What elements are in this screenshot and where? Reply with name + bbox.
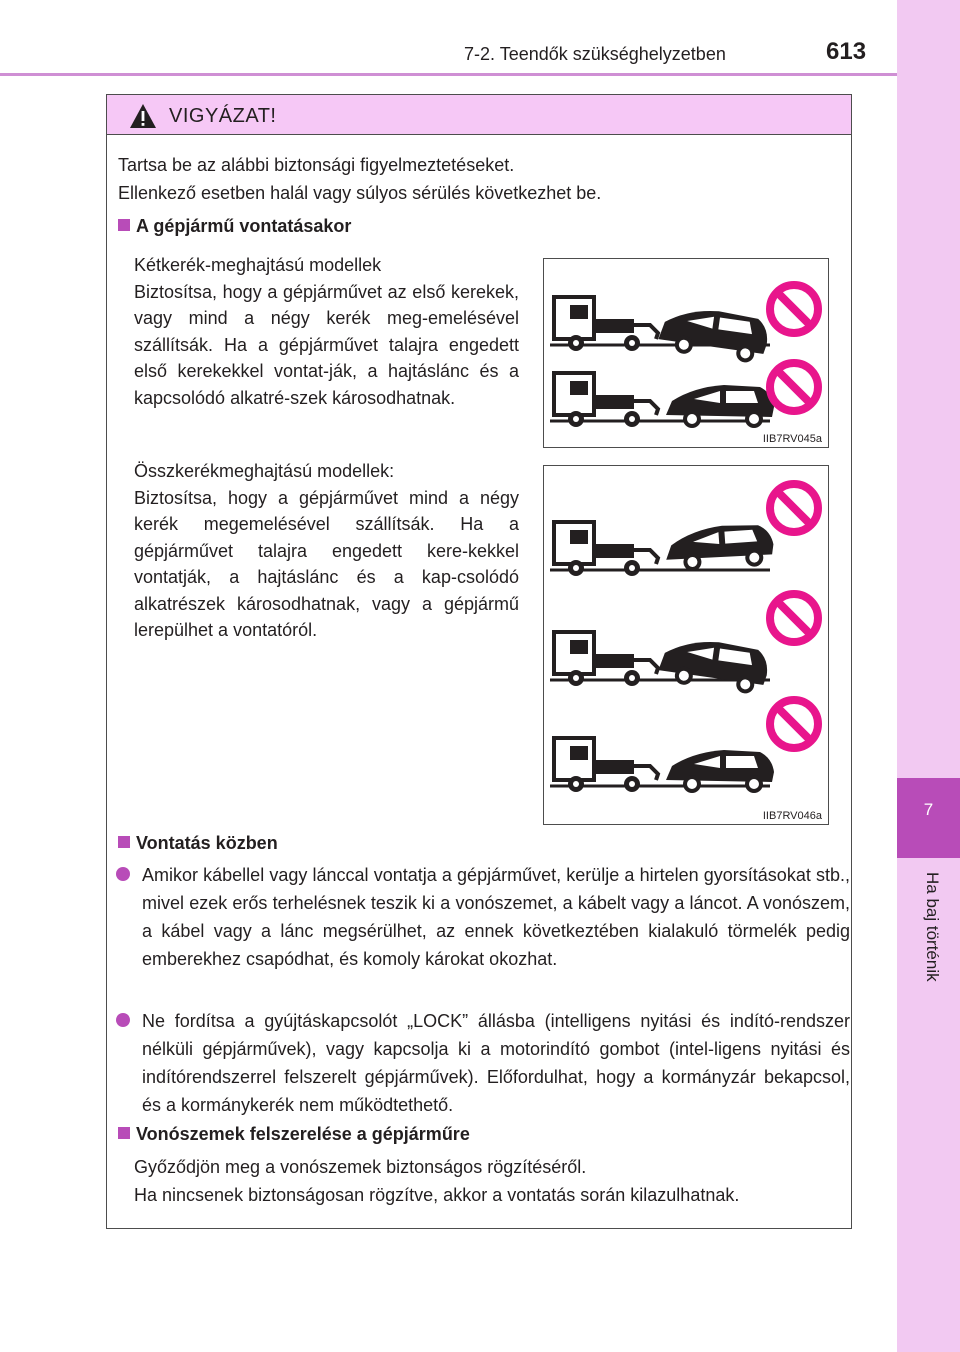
bullet-text: Amikor kábellel vagy lánccal vontatja a gépjárművet, kerülje a hirtelen gyorsításokat stb., mivel ezek erős terhelésnek teszik ki a vonószemet, a kábelt vagy a láncot. A vonószem, a kábel vagy a lánc megsérülhet, az ennek következtében kialakuló törmelék pedig emberekhez csapódhat, és komoly károkat okozhat. bbox=[142, 865, 850, 969]
square-bullet-icon bbox=[118, 219, 130, 231]
towing-illustration-4wd bbox=[544, 466, 830, 826]
lifted-car-icon bbox=[657, 304, 770, 366]
warning-header bbox=[107, 95, 851, 135]
while-towing-heading-text: Vontatás közben bbox=[136, 833, 278, 853]
chapter-number-tab[interactable]: 7 bbox=[897, 778, 960, 858]
square-bullet-icon bbox=[118, 1127, 130, 1139]
prohibited-sign-icon bbox=[770, 484, 818, 532]
intro-line-1: Tartsa be az alábbi biztonsági figyelmeztetéseket. bbox=[118, 155, 515, 175]
header-divider bbox=[0, 73, 897, 76]
towing-heading-text: A gépjármű vontatásakor bbox=[136, 216, 352, 236]
two-wd-text: Biztosítsa, hogy a gépjárművet az első kerekek, vagy mind a négy kerék meg-emelésével szállítsák. Ha a gépjárművet talajra engedett első kerekekkel vontat-ják, a hajtáslánc és a kapcsolódó alkatré-szek károsodhatnak. bbox=[134, 281, 519, 408]
while-towing-bullet-1 bbox=[116, 861, 850, 973]
page-number: 613 bbox=[826, 38, 867, 65]
warning-triangle-icon bbox=[129, 103, 157, 129]
hook-line-1: Győződjön meg a vonószemek biztonságos rögzítéséről. bbox=[134, 1157, 587, 1177]
towing-illustration-2wd bbox=[544, 259, 830, 449]
prohibited-sign-icon bbox=[770, 700, 818, 748]
two-wd-paragraph bbox=[134, 252, 519, 411]
round-bullet-icon bbox=[116, 867, 130, 881]
four-wd-title: Összkerékmeghajtású modellek: bbox=[134, 461, 395, 481]
prohibited-sign-icon bbox=[770, 594, 818, 642]
hook-text bbox=[134, 1153, 850, 1209]
four-wd-paragraph bbox=[134, 458, 519, 644]
prohibited-sign-icon bbox=[770, 363, 818, 411]
figure-code: IIB7RV045a bbox=[762, 433, 822, 445]
warning-intro bbox=[118, 151, 848, 207]
chapter-tab-strip bbox=[897, 0, 960, 1352]
two-wd-title: Kétkerék-meghajtású modellek bbox=[134, 255, 382, 275]
square-bullet-icon bbox=[118, 836, 130, 848]
section-title: 7-2. Teendők szükséghelyzetben bbox=[464, 44, 726, 64]
hook-line-2: Ha nincsenek biztonságosan rögzítve, akkor a vontatás során kilazulhatnak. bbox=[134, 1185, 740, 1205]
towing-heading bbox=[118, 216, 351, 237]
warning-box bbox=[106, 94, 852, 1229]
figure-code: IIB7RV046a bbox=[762, 810, 822, 822]
figure-4wd-towing bbox=[543, 465, 829, 825]
hook-heading bbox=[118, 1124, 470, 1145]
bullet-text: Ne fordítsa a gyújtáskapcsolót „LOCK” állásba (intelligens nyitási és indító-rendszer nélküli gépjárművek), vagy kapcsolja ki a motorindító gombot (intel-ligens nyitási és indítórendszerrel felszerelt gépjárművek). Előfordulhat, hogy a kormányzár bekapcsol, és a kormánykerék nem működtethető. bbox=[142, 1011, 850, 1115]
figure-2wd-towing bbox=[543, 258, 829, 448]
hook-heading-text: Vonószemek felszerelése a gépjárműre bbox=[136, 1124, 470, 1144]
prohibited-sign-icon bbox=[770, 285, 818, 333]
lifted-car-icon bbox=[657, 635, 770, 697]
four-wd-text: Biztosítsa, hogy a gépjárművet mind a négy kerék megemelésével szállítsák. Ha a gépjárművet talajra engedett kere-kekkel vontatják, a hajtáslánc és a kap-csolódó alkatrészek károsodhatnak, vagy a gépjármű lerepülhet a vontatóról. bbox=[134, 487, 519, 640]
warning-title: VIGYÁZAT! bbox=[169, 105, 277, 127]
while-towing-heading bbox=[118, 833, 278, 854]
round-bullet-icon bbox=[116, 1013, 130, 1027]
towed-car-icon bbox=[664, 522, 775, 572]
chapter-label: Ha baj történik bbox=[923, 872, 942, 982]
intro-line-2: Ellenkező esetben halál vagy súlyos sérülés következhet be. bbox=[118, 183, 602, 203]
while-towing-bullet-2 bbox=[116, 1007, 850, 1119]
